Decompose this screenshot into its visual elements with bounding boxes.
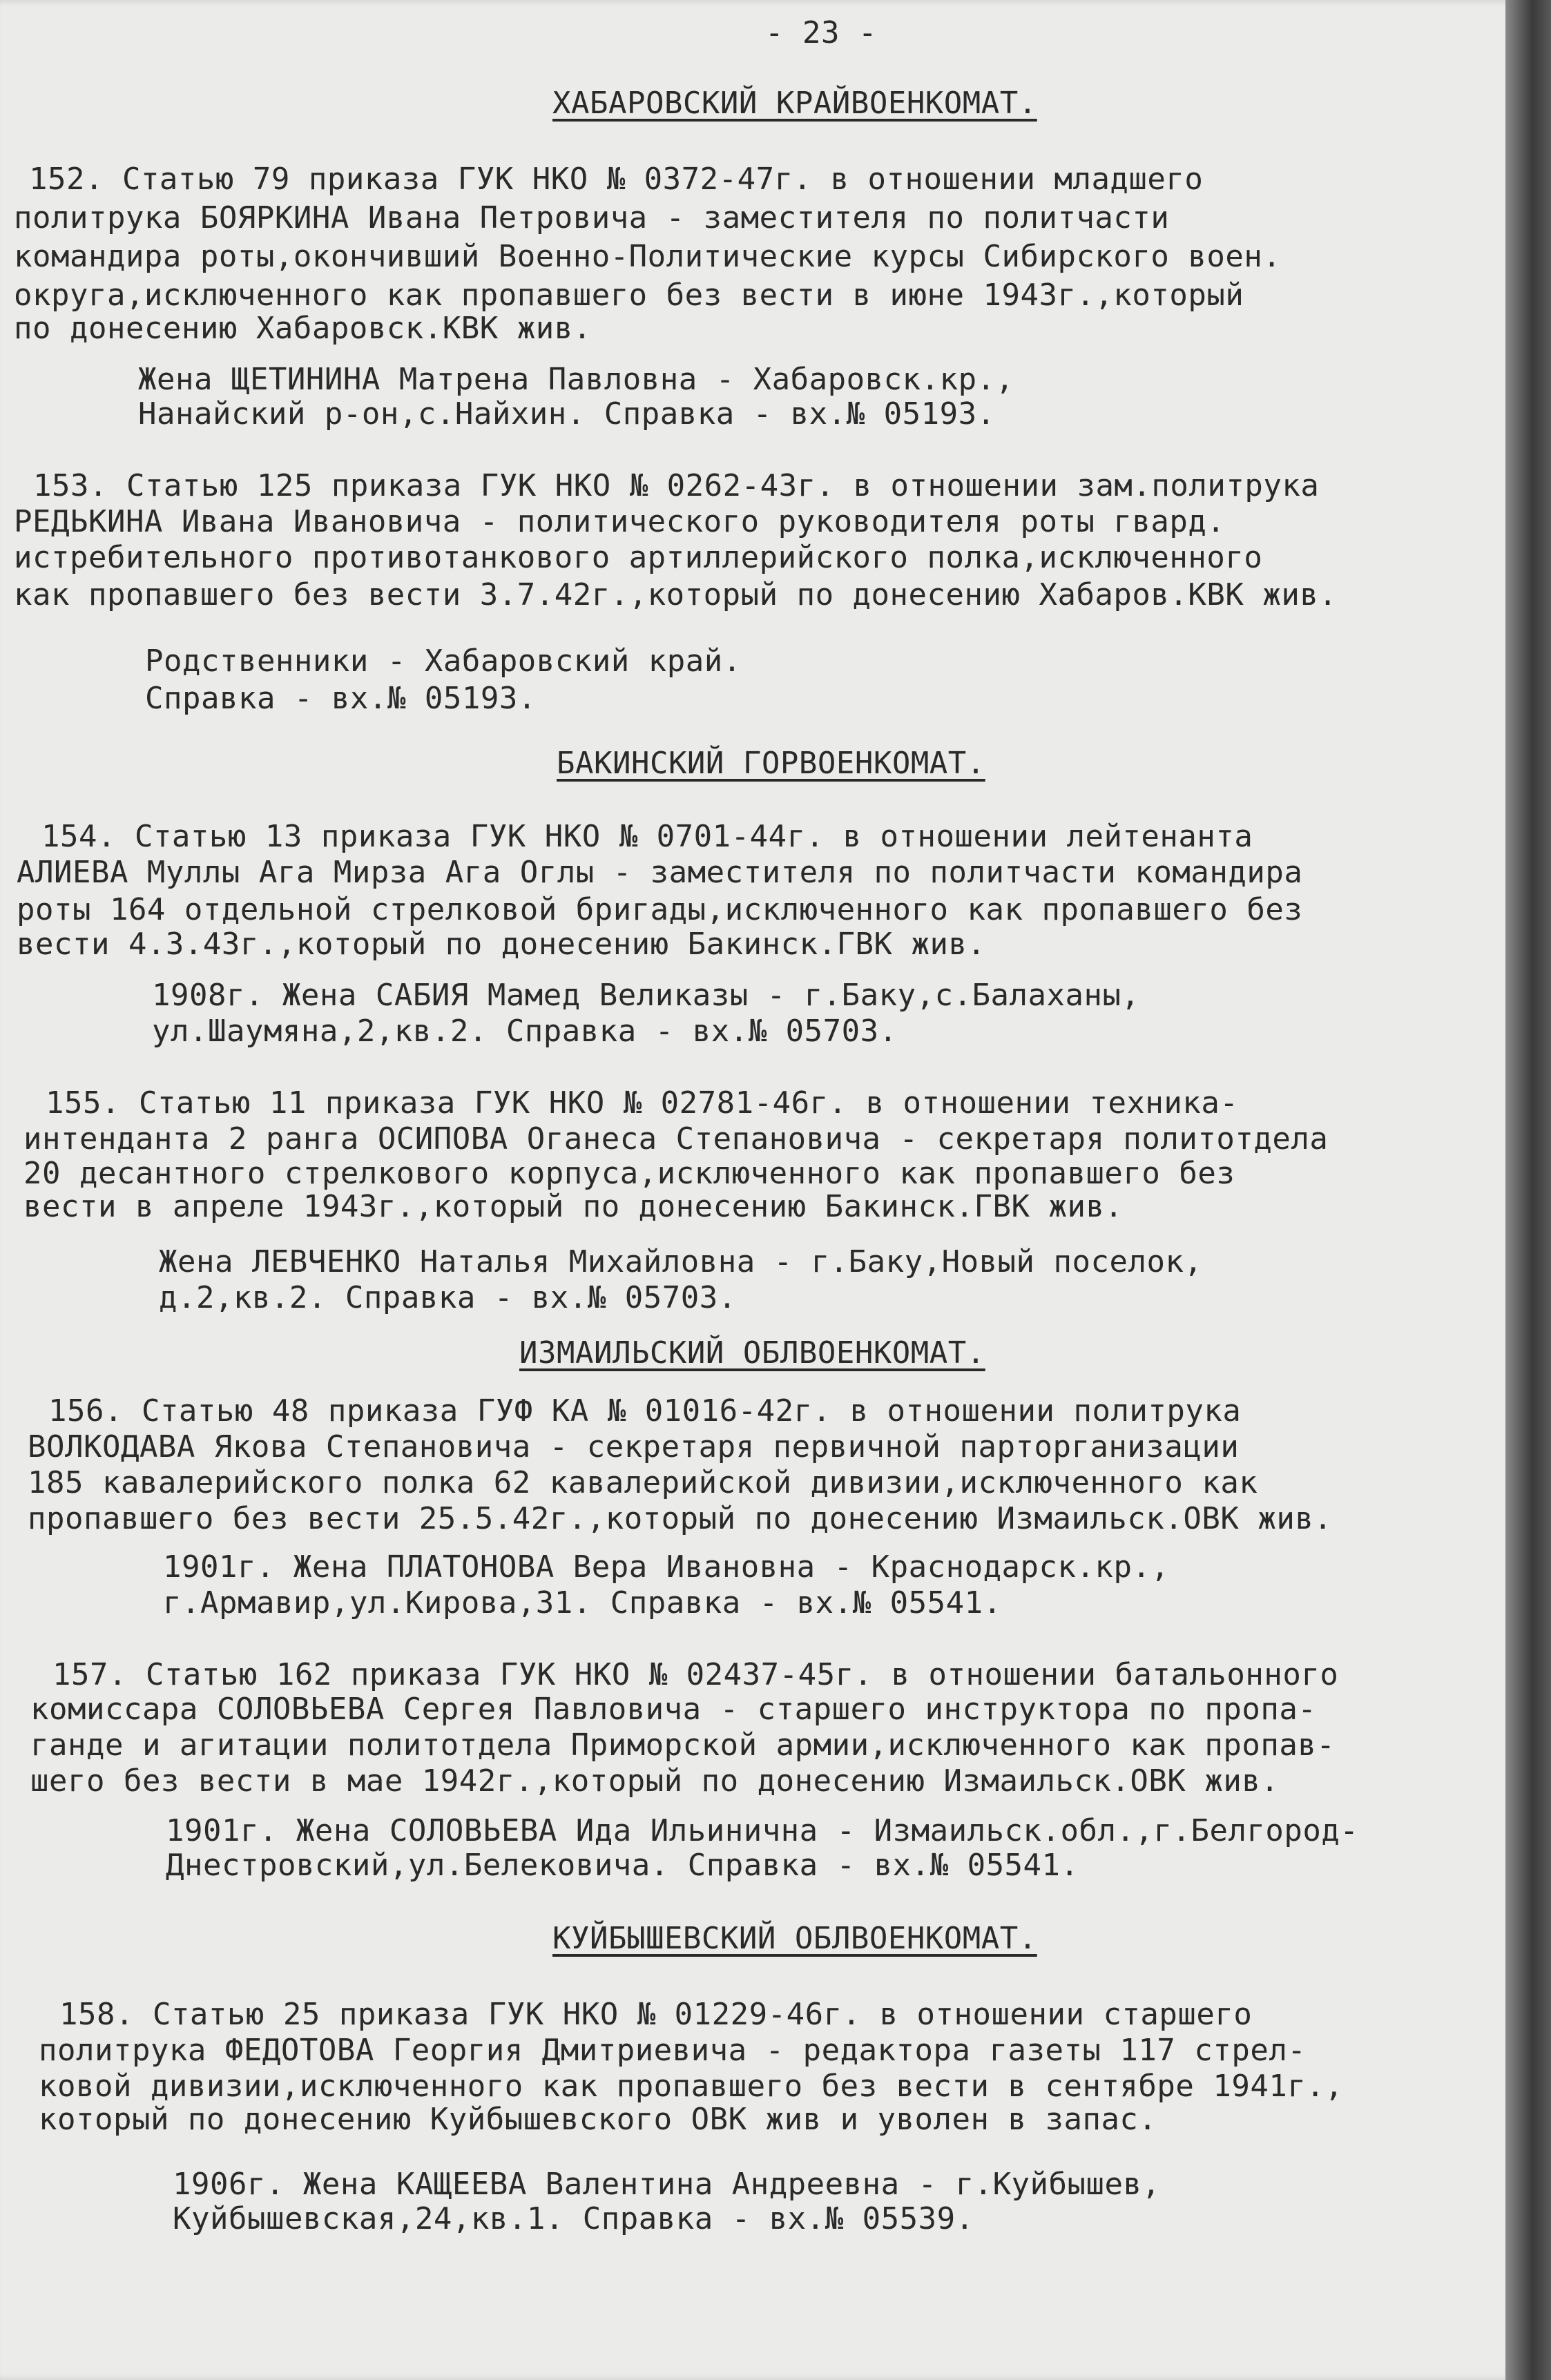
entry-157-relative-2: Днестровский,ул.Белековича. Справка - вх.№ 05541. — [166, 1848, 1079, 1883]
entry-158-line-4: который по донесению Куйбышевского ОВК жив и уволен в запас. — [39, 2102, 1157, 2137]
entry-152-line-4: округа,исключенного как пропавшего без вести в июне 1943г.,который — [14, 278, 1244, 313]
entry-156-relative-2: г.Армавир,ул.Кирова,31. Справка - вх.№ 05541. — [163, 1585, 1002, 1620]
entry-154-line-2: АЛИЕВА Муллы Ага Мирза Ага Оглы - заместителя по политчасти командира — [17, 855, 1303, 890]
entry-154-relative-2: ул.Шаумяна,2,кв.2. Справка - вх.№ 05703. — [152, 1014, 898, 1049]
entry-156-line-3: 185 кавалерийского полка 62 кавалерийской дивизии,исключенного как — [28, 1465, 1258, 1500]
entry-152-line-3: командира роты,окончивший Военно-Политические курсы Сибирского воен. — [14, 239, 1282, 274]
entry-158-line-2: политрука ФЕДОТОВА Георгия Дмитриевича - редактора газеты 117 стрел- — [39, 2033, 1307, 2068]
entry-157-relative-1: 1901г. Жена СОЛОВЬЕВА Ида Ильинична - Измаильск.обл.,г.Белгород- — [166, 1813, 1359, 1848]
entry-155-line-3: 20 десантного стрелкового корпуса,исключенного как пропавшего без — [23, 1156, 1235, 1191]
entry-155-relative-2: д.2,кв.2. Справка - вх.№ 05703. — [159, 1280, 737, 1315]
entry-156-relative-1: 1901г. Жена ПЛАТОНОВА Вера Ивановна - Краснодарск.кр., — [163, 1549, 1170, 1585]
entry-152-line-1: 152. Статью 79 приказа ГУК НКО № 0372-47г. в отношении младшего — [29, 162, 1204, 197]
entry-153-line-1: 153. Статью 125 приказа ГУК НКО № 0262-43г. в отношении зам.политрука — [33, 468, 1320, 503]
section-heading-kuibyshev: КУЙБЫШЕВСКИЙ ОБЛВОЕНКОМАТ. — [552, 1921, 1037, 1956]
entry-153-line-4: как пропавшего без вести 3.7.42г.,который по донесению Хабаров.КВК жив. — [14, 577, 1338, 612]
entry-154-line-3: роты 164 отдельной стрелковой бригады,исключенного как пропавшего без — [17, 892, 1303, 927]
entry-154-relative-1: 1908г. Жена САБИЯ Мамед Великазы - г.Баку,с.Балаханы, — [152, 978, 1140, 1013]
entry-157-line-3: ганде и агитации политотдела Приморской армии,исключенного как пропав- — [30, 1728, 1336, 1763]
entry-158-line-3: ковой дивизии,исключенного как пропавшего без вести в сентябре 1941г., — [39, 2069, 1344, 2104]
entry-155-relative-1: Жена ЛЕВЧЕНКО Наталья Михайловна - г.Баку,Новый поселок, — [159, 1244, 1203, 1279]
section-heading-izmail: ИЗМАИЛЬСКИЙ ОБЛВОЕНКОМАТ. — [519, 1335, 985, 1371]
entry-157-line-4: шего без вести в мае 1942г.,который по донесению Измаильск.ОВК жив. — [30, 1763, 1280, 1799]
entry-158-relative-1: 1906г. Жена КАЩЕЕВА Валентина Андреевна - г.Куйбышев, — [173, 2167, 1161, 2202]
entry-154-line-4: вести 4.3.43г.,который по донесению Бакинск.ГВК жив. — [17, 927, 986, 962]
entry-157-line-2: комиссара СОЛОВЬЕВА Сергея Павловича - старшего инструктора по пропа- — [30, 1692, 1317, 1727]
entry-156-line-2: ВОЛКОДАВА Якова Степановича - секретаря первичной парторганизации — [28, 1429, 1240, 1464]
entry-155-line-1: 155. Статью 11 приказа ГУК НКО № 02781-46г. в отношении техника- — [46, 1085, 1239, 1121]
section-heading-khabarovsk: ХАБАРОВСКИЙ КРАЙВОЕНКОМАТ. — [552, 86, 1037, 121]
entry-156-line-1: 156. Статью 48 приказа ГУФ КА № 01016-42г. в отношении политрука — [48, 1393, 1242, 1429]
entry-153-line-2: РЕДЬКИНА Ивана Ивановича - политического руководителя роты гвард. — [14, 504, 1226, 539]
entry-153-relative-2: Справка - вх.№ 05193. — [145, 681, 537, 716]
entry-152-relative-1: Жена ЩЕТИНИНА Матрена Павловна - Хабаровск.кр., — [138, 362, 1014, 397]
entry-153-relative-1: Родственники - Хабаровский край. — [145, 644, 742, 679]
entry-158-line-1: 158. Статью 25 приказа ГУК НКО № 01229-46г. в отношении старшего — [59, 1997, 1253, 2032]
entry-153-line-3: истребительного противотанкового артиллерийского полка,исключенного — [14, 540, 1263, 575]
entry-157-line-1: 157. Статью 162 приказа ГУК НКО № 02437-45г. в отношении батальонного — [52, 1657, 1339, 1692]
entry-154-line-1: 154. Статью 13 приказа ГУК НКО № 0701-44г. в отношении лейтенанта — [41, 819, 1253, 854]
page-number: - 23 - — [765, 15, 877, 50]
entry-152-relative-2: Нанайский р-он,с.Найхин. Справка - вх.№ 05193. — [138, 396, 996, 432]
entry-158-relative-2: Куйбышевская,24,кв.1. Справка - вх.№ 05539. — [173, 2201, 974, 2236]
section-heading-baku: БАКИНСКИЙ ГОРВОЕНКОМАТ. — [557, 746, 985, 781]
entry-152-line-5: по донесению Хабаровск.КВК жив. — [14, 311, 592, 346]
entry-155-line-4: вести в апреле 1943г.,который по донесению Бакинск.ГВК жив. — [23, 1189, 1124, 1224]
entry-152-line-2: политрука БОЯРКИНА Ивана Петровича - заместителя по политчасти — [14, 200, 1170, 235]
entry-156-line-4: пропавшего без вести 25.5.42г.,который по донесению Измаильск.ОВК жив. — [28, 1501, 1333, 1536]
entry-155-line-2: интенданта 2 ранга ОСИПОВА Оганеса Степановича - секретаря политотдела — [23, 1121, 1329, 1157]
